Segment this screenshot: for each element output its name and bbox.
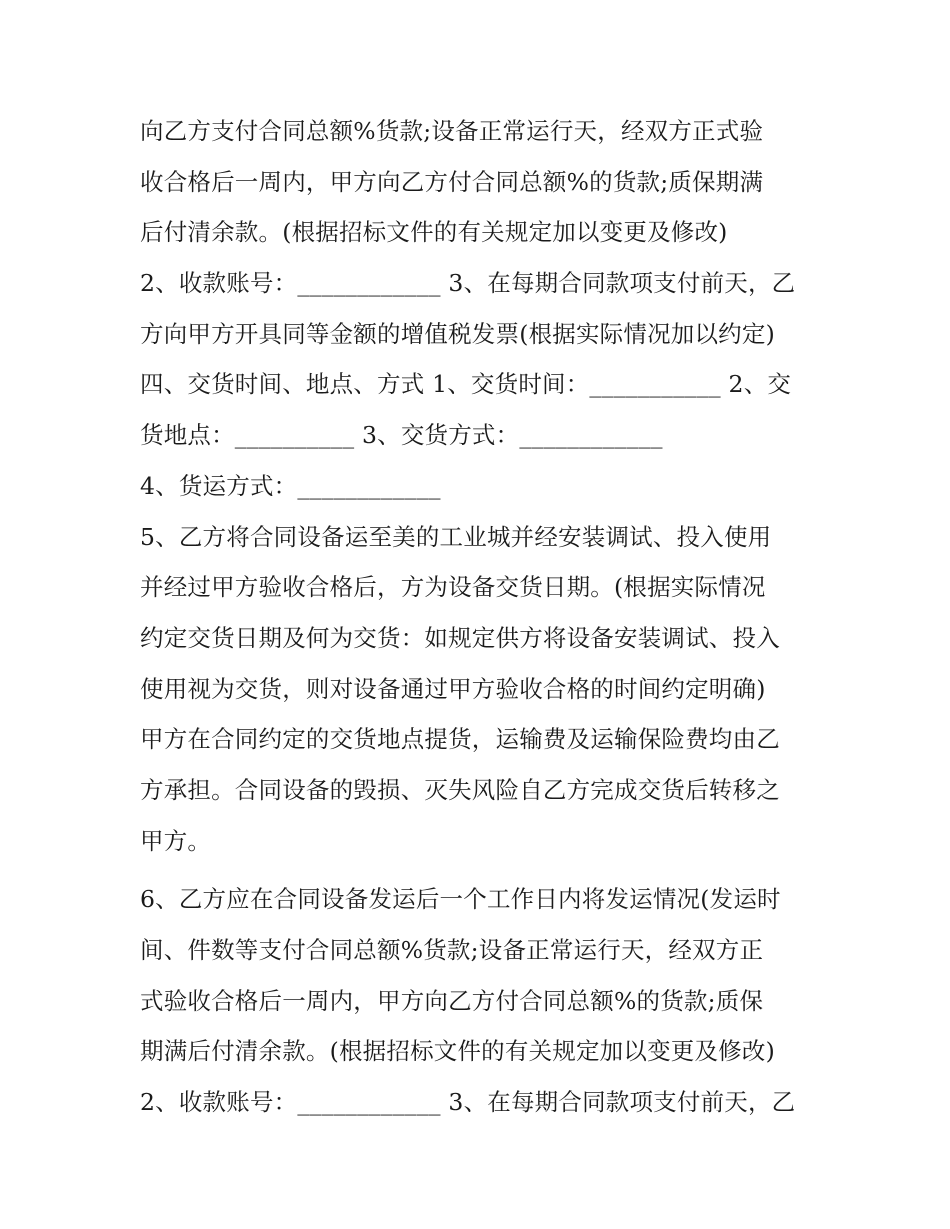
text-line: 2、收款账号：____________ 3、在每期合同款项支付前天，乙 bbox=[140, 1088, 796, 1117]
text-line: 期满后付清余款。(根据招标文件的有关规定加以变更及修改) bbox=[140, 1037, 775, 1066]
text-line: 使用视为交货，则对设备通过甲方验收合格的时间约定明确) bbox=[140, 674, 766, 703]
text-line: 6、乙方应在合同设备发运后一个工作日内将发运情况(发运时 bbox=[140, 885, 781, 914]
text-line: 四、交货时间、地点、方式 1、交货时间：___________ 2、交 bbox=[140, 370, 792, 399]
text-line: 4、货运方式：____________ bbox=[140, 471, 441, 500]
text-line: 收合格后一周内，甲方向乙方付合同总额%的货款;质保期满 bbox=[140, 167, 764, 196]
text-line: 式验收合格后一周内，甲方向乙方付合同总额%的货款;质保 bbox=[140, 986, 764, 1015]
text-line: 后付清余款。(根据招标文件的有关规定加以变更及修改) bbox=[140, 218, 728, 247]
text-line: 2、收款账号：____________ 3、在每期合同款项支付前天，乙 bbox=[140, 269, 796, 298]
text-line: 甲方。 bbox=[140, 826, 212, 855]
text-line: 5、乙方将合同设备运至美的工业城并经安装调试、投入使用 bbox=[140, 522, 772, 551]
text-line: 向乙方支付合同总额%货款;设备正常运行天，经双方正式验 bbox=[140, 117, 764, 145]
document-body bbox=[140, 106, 820, 1128]
text-line: 间、件数等支付合同总额%货款;设备正常运行天，经双方正 bbox=[140, 936, 764, 964]
text-line: 方向甲方开具同等金额的增值税发票(根据实际情况加以约定) bbox=[140, 319, 775, 348]
text-line: 货地点：__________ 3、交货方式：____________ bbox=[140, 421, 663, 450]
text-line: 并经过甲方验收合格后，方为设备交货日期。(根据实际情况 bbox=[140, 573, 766, 602]
text-line: 方承担。合同设备的毁损、灭失风险自乙方完成交货后转移之 bbox=[140, 775, 780, 804]
text-line: 甲方在合同约定的交货地点提货，运输费及运输保险费均由乙 bbox=[140, 725, 780, 754]
text-line: 约定交货日期及何为交货：如规定供方将设备安装调试、投入 bbox=[140, 623, 780, 652]
